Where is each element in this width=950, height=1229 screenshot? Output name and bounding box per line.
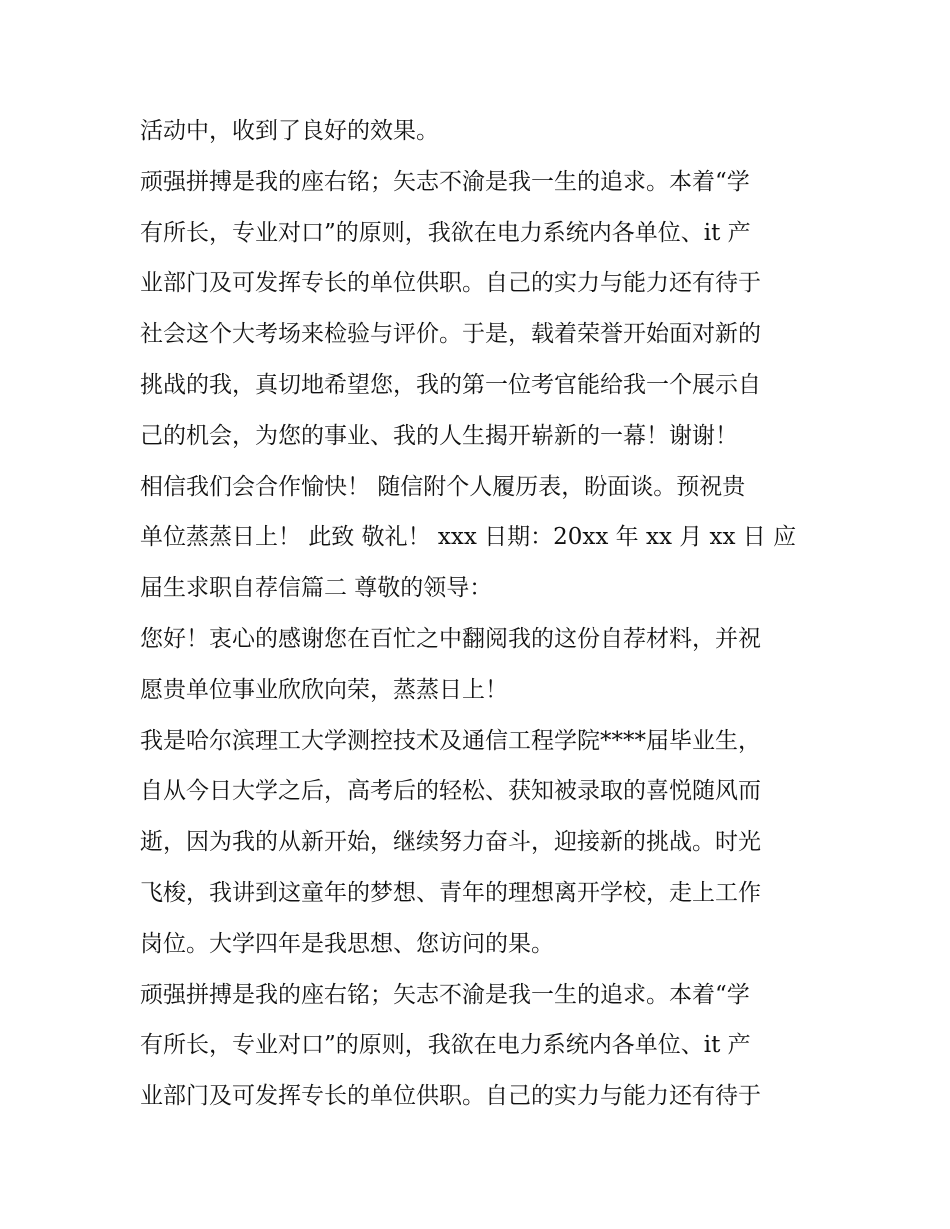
text-line: 有所长，专业对口”的原则，我欲在电力系统内各单位、it 产 (140, 1032, 751, 1059)
text-line: 逝，因为我的从新开始，继续努力奋斗，迎接新的挑战。时光 (140, 829, 761, 856)
text-line: 相信我们会合作愉快！ 随信附个人履历表，盼面谈。预祝贵 (140, 473, 746, 500)
text-line: 活动中，收到了良好的效果。 (140, 118, 439, 144)
text-line: 己的机会，为您的事业、我的人生揭开崭新的一幕！谢谢！ (140, 422, 738, 449)
text-line: 岗位。大学四年是我思想、您访问的果。 (140, 930, 554, 957)
text-line: 您好！衷心的感谢您在百忙之中翻阅我的这份自荐材料，并祝 (140, 625, 761, 652)
text-line: 自从今日大学之后，高考后的轻松、获知被录取的喜悦随风而 (140, 778, 761, 805)
text-line: 社会这个大考场来检验与评价。于是，载着荣誉开始面对新的 (140, 321, 761, 348)
text-line: 业部门及可发挥专长的单位供职。自己的实力与能力还有待于 (140, 1083, 761, 1110)
text-line: 愿贵单位事业欣欣向荣，蒸蒸日上！ (140, 676, 508, 703)
text-line: 顽强拼搏是我的座右铭；矢志不渝是我一生的追求。本着“学 (140, 168, 750, 195)
text-line: 单位蒸蒸日上！ 此致 敬礼！ xxx 日期：20xx 年 xx 月 xx 日 应 (140, 524, 797, 551)
text-line: 顽强拼搏是我的座右铭；矢志不渝是我一生的追求。本着“学 (140, 981, 750, 1008)
text-line: 飞梭，我讲到这童年的梦想、青年的理想离开学校，走上工作 (140, 879, 761, 906)
text-line: 届生求职自荐信篇二 尊敬的领导： (140, 575, 493, 602)
document-body (140, 106, 830, 1122)
text-line: 挑战的我，真切地希望您，我的第一位考官能给我一个展示自 (140, 371, 761, 398)
text-line: 我是哈尔滨理工大学测控技术及通信工程学院****届毕业生， (140, 727, 761, 754)
text-line: 有所长，专业对口”的原则，我欲在电力系统内各单位、it 产 (140, 219, 751, 246)
text-line: 业部门及可发挥专长的单位供职。自己的实力与能力还有待于 (140, 270, 761, 297)
